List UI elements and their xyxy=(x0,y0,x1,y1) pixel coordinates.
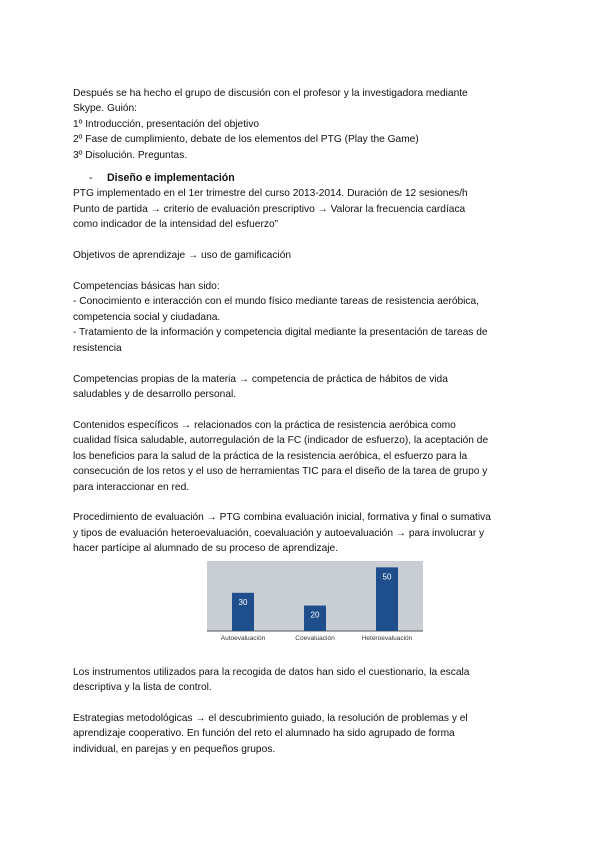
contenidos-line-5: para interaccionar en red. xyxy=(73,481,190,493)
contenidos-line-2: cualidad física saludable, autorregulación de la FC (indicador de esfuerzo), la aceptación de xyxy=(73,435,489,447)
competencia-1-line-2: competencia social y ciudadana. xyxy=(73,311,221,323)
competencia-2-line-2: resistencia xyxy=(73,342,122,354)
competencias-title: Competencias básicas han sido: xyxy=(73,281,220,293)
competencia-2-line-1: - Tratamiento de la información y competencia digital mediante la presentación de tareas de xyxy=(73,327,488,339)
heading-bullet: - xyxy=(89,172,93,185)
bar-value-label: 20 xyxy=(310,610,320,620)
intro-line-2: Skype. Guión: xyxy=(73,103,137,115)
paragraph-ptg-2: Punto de partida → criterio de evaluación prescriptivo → Valorar la frecuencia cardíaca xyxy=(73,203,466,215)
propias-line-2: saludables y de desarrollo personal. xyxy=(73,389,237,400)
estrategias-line-2: aprendizaje cooperativo. En función del reto el alumnado ha sido agrupado de forma xyxy=(73,728,455,740)
paragraph-ptg-1: PTG implementado en el 1er trimestre del curso 2013-2014. Duración de 12 sesiones/h xyxy=(73,188,468,200)
paragraph-objetivos: Objetivos de aprendizaje → uso de gamificación xyxy=(73,250,292,262)
x-tick-label: Heteroevaluación xyxy=(361,634,413,642)
procedimiento-line-3: hacer partícipe al alumnado de su proceso de aprendizaje. xyxy=(73,543,339,555)
bar-value-label: 30 xyxy=(238,597,248,607)
intro-step-1: 1º Introducción, presentación del objetivo xyxy=(73,118,260,130)
chart-svg xyxy=(207,561,423,643)
instrumentos-line-1: Los instrumentos utilizados para la recogida de datos han sido el cuestionario, la escala xyxy=(73,666,470,678)
intro-step-2: 2º Fase de cumplimiento, debate de los elementos del PTG (Play the Game) xyxy=(73,134,419,146)
intro-line-1: Después se ha hecho el grupo de discusión con el profesor y la investigadora mediante xyxy=(73,88,468,99)
document-page xyxy=(73,86,533,757)
paragraph-ptg-3: como indicador de la intensidad del esfuerzo” xyxy=(73,219,279,231)
x-tick-label: Coevaluación xyxy=(295,634,335,642)
heading-text: Diseño e implementación xyxy=(107,172,235,185)
estrategias-line-3: individual, en parejas y en pequeños grupos. xyxy=(73,743,276,755)
procedimiento-line-1: Procedimiento de evaluación → PTG combina evaluación inicial, formativa y final o sumativa xyxy=(73,512,491,524)
section-heading xyxy=(73,171,533,186)
contenidos-line-4: consecución de los retos y el uso de herramientas TIC para el diseño de la tarea de grupo y xyxy=(73,466,488,478)
x-tick-label: Autoevaluación xyxy=(220,634,266,642)
contenidos-line-1: Contenidos específicos → relacionados con la práctica de resistencia aeróbica como xyxy=(73,419,456,431)
propias-line-1: Competencias propias de la materia → competencia de práctica de hábitos de vida xyxy=(73,373,448,385)
intro-step-3: 3º Disolución. Preguntas. xyxy=(73,149,188,161)
competencia-1-line-1: - Conocimiento e interacción con el mundo físico mediante tareas de resistencia aeróbica, xyxy=(73,296,480,308)
procedimiento-line-2: y tipos de evaluación heteroevaluación, coevaluación y autoevaluación → para involucrar y xyxy=(73,527,485,539)
contenidos-line-3: los beneficios para la salud de la práctica de la resistencia aeróbica, el esfuerzo para la xyxy=(73,450,468,462)
instrumentos-line-2: descriptiva y la lista de control. xyxy=(73,682,212,694)
evaluation-bar-chart xyxy=(207,561,423,643)
bar-value-label: 50 xyxy=(382,572,392,582)
estrategias-line-1: Estrategias metodológicas → el descubrimiento guiado, la resolución de problemas y el xyxy=(73,712,468,724)
